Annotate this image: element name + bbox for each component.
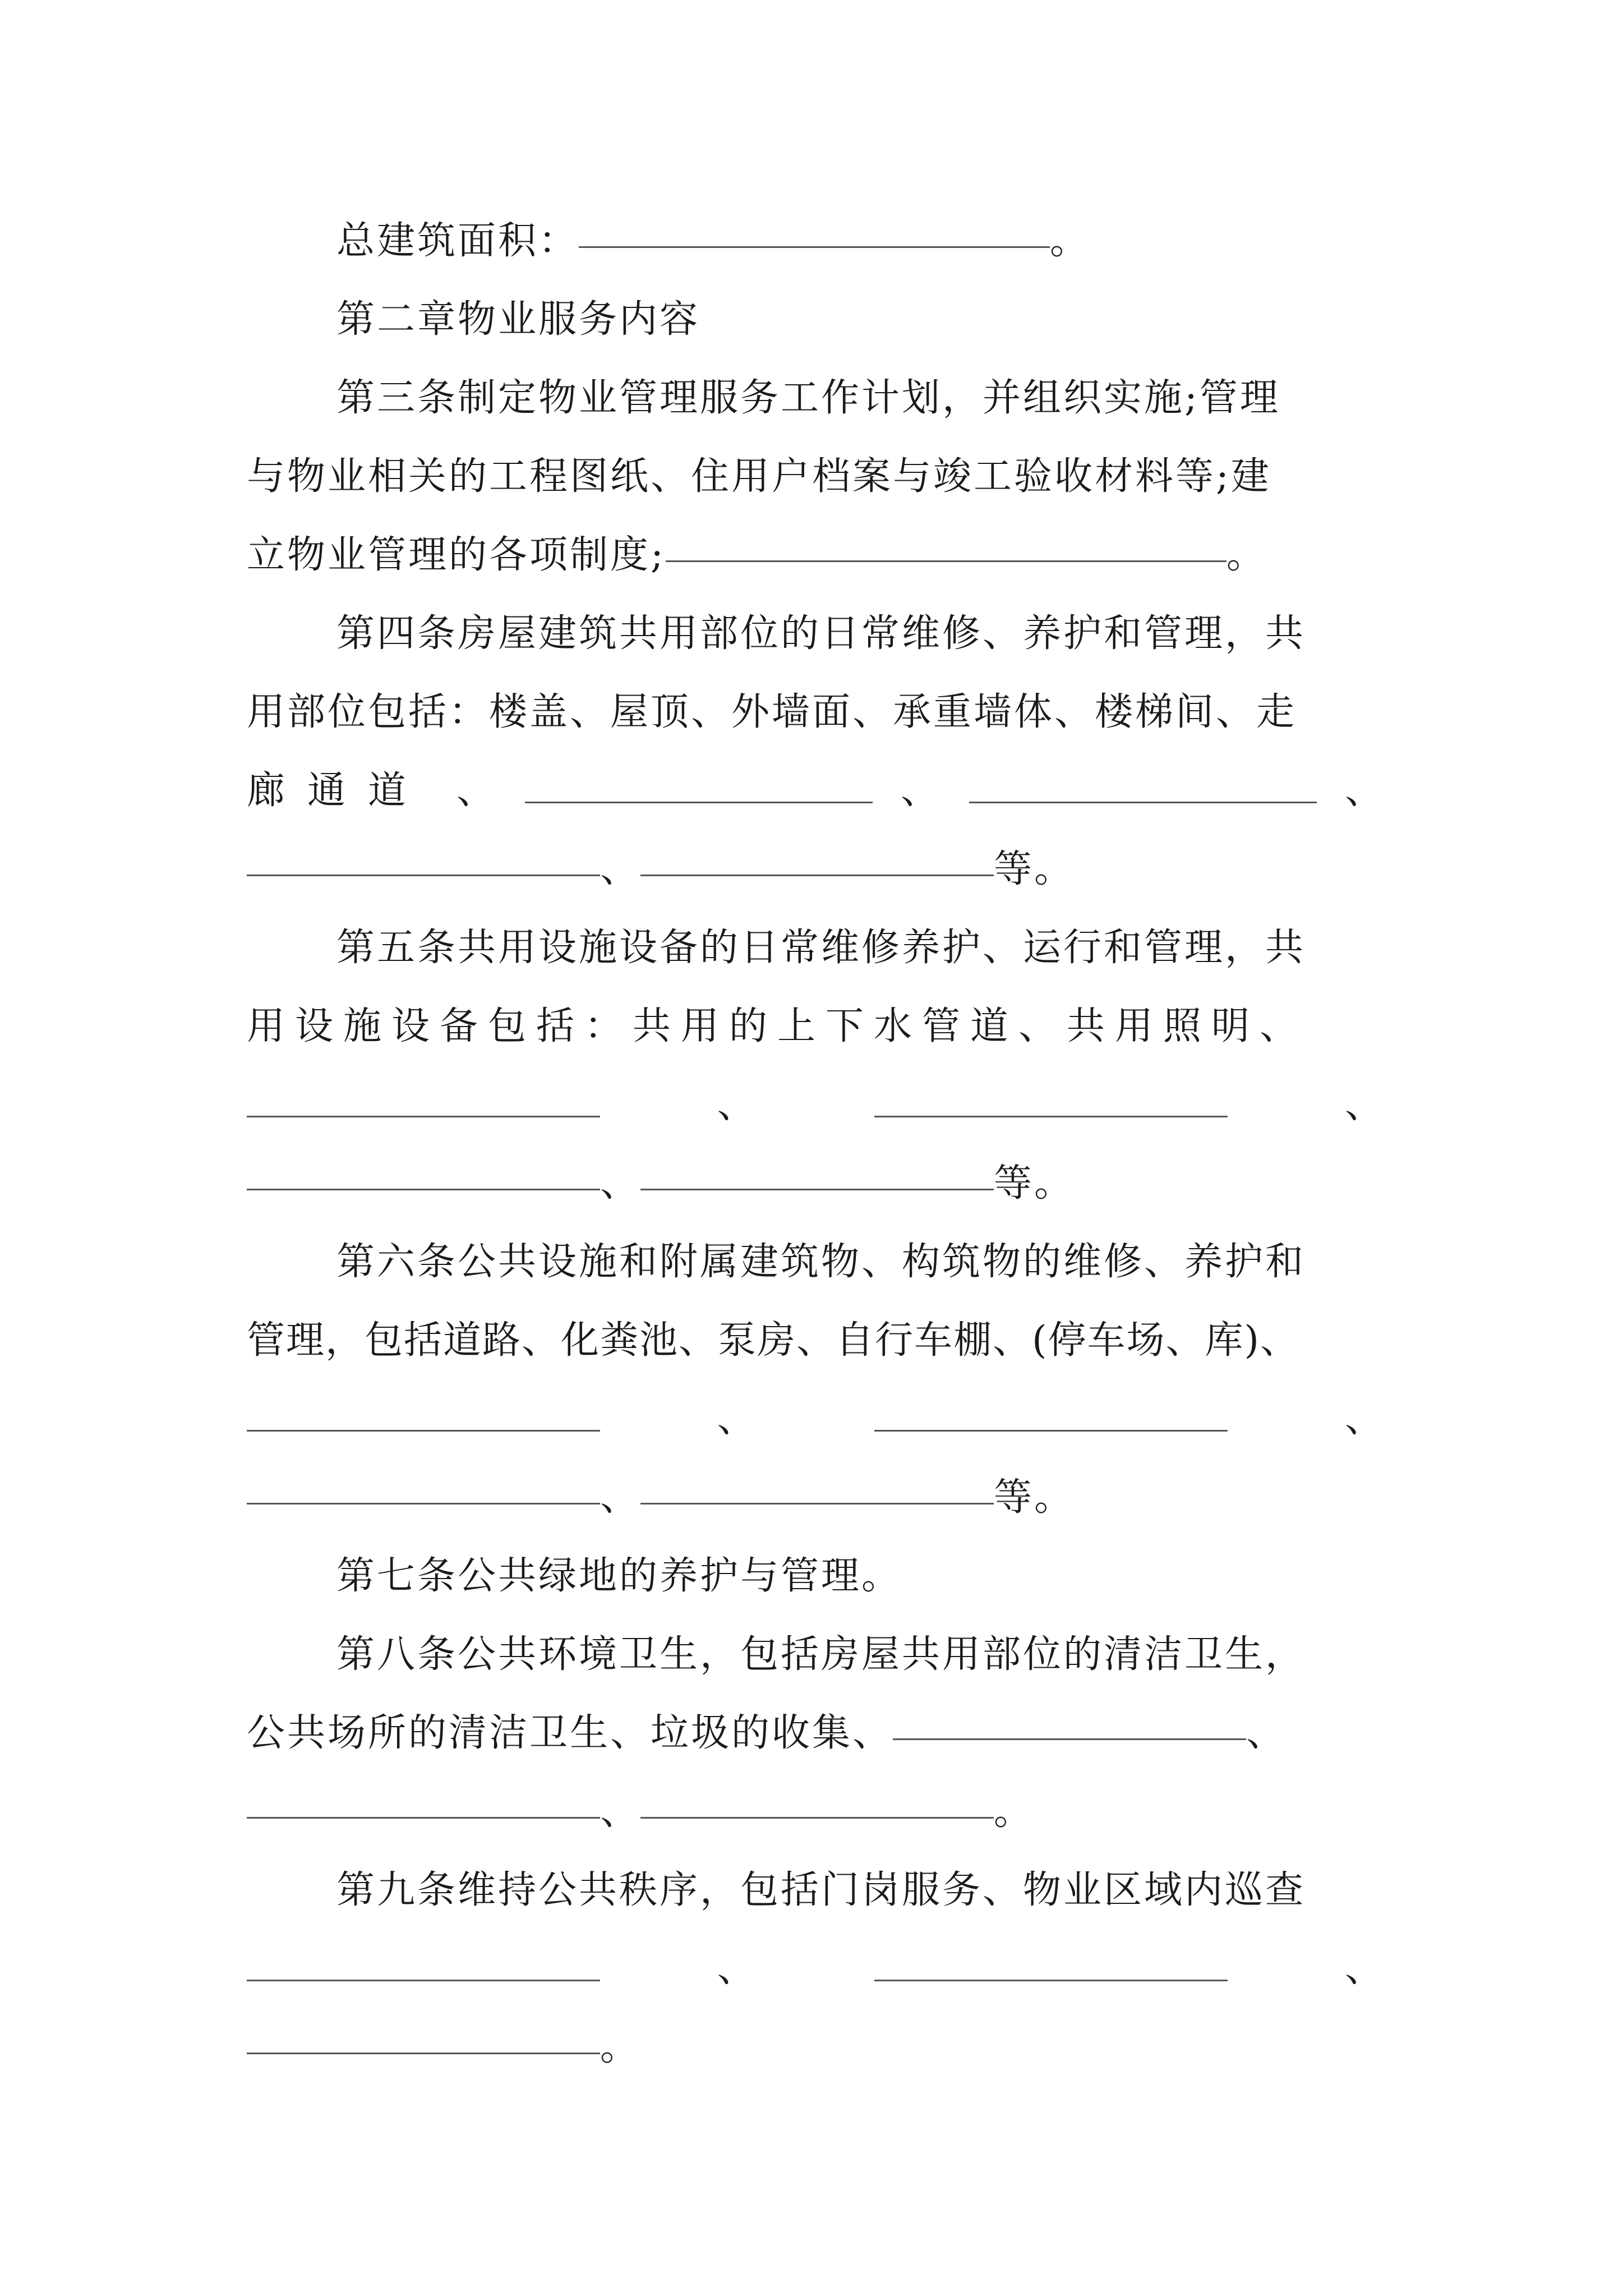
- article-4-end: 等。: [994, 847, 1075, 891]
- article-5-line-1: 第五条共用设施设备的日常维修养护、运行和管理，共: [336, 926, 1306, 970]
- separator: 、: [1344, 1397, 1385, 1441]
- article-5-blank-1: [247, 1082, 600, 1117]
- article-3-end: 。: [1226, 533, 1267, 577]
- separator: 、: [1344, 769, 1385, 813]
- article-8-blank-3: [640, 1783, 994, 1819]
- article-6-blank-3: [247, 1469, 600, 1504]
- article-9-blank-3: [247, 2019, 600, 2054]
- chapter-heading: 第二章物业服务内容: [336, 297, 700, 342]
- article-4-blank-1: [525, 768, 873, 803]
- separator: 、: [600, 1789, 641, 1834]
- article-6-line-1: 第六条公共设施和附属建筑物、构筑物的维修、养护和: [336, 1240, 1306, 1284]
- article-9-line-1: 第九条维持公共秩序，包括门岗服务、物业区域内巡查: [336, 1868, 1306, 1912]
- separator: 、: [1344, 1083, 1385, 1127]
- article-3-blank: [666, 527, 1227, 562]
- article-8-line-1: 第八条公共环境卫生，包括房屋共用部位的清洁卫生，: [336, 1632, 1306, 1677]
- article-8-line-2: [247, 1700, 1385, 1767]
- separator: 、: [600, 1475, 641, 1520]
- article-3-text: 立物业管理的各项制度;: [247, 533, 666, 577]
- separator: 、: [900, 769, 941, 813]
- article-5-line-3: [247, 1071, 1385, 1139]
- article-6-line-4: [247, 1464, 1385, 1531]
- article-8-blank-1: [893, 1705, 1246, 1740]
- article-5-line-4: [247, 1150, 1385, 1217]
- article-6-blank-2: [874, 1396, 1228, 1432]
- article-5-blank-2: [874, 1082, 1228, 1117]
- article-8-blank-2: [247, 1783, 600, 1819]
- article-4-blank-3: [247, 841, 600, 876]
- total-area-label: 总建筑面积：: [336, 219, 579, 263]
- article-4-blank-2: [969, 768, 1317, 803]
- article-4-line-1: 第四条房屋建筑共用部位的日常维修、养护和管理，共: [336, 611, 1306, 656]
- article-4-line-3: [247, 757, 1385, 825]
- article-6-blank-1: [247, 1396, 600, 1432]
- article-8-line-3: [247, 1778, 1385, 1846]
- article-6-end: 等。: [994, 1475, 1075, 1520]
- total-area-end: 。: [1050, 219, 1091, 263]
- separator: 、: [457, 769, 497, 813]
- article-8-end: 。: [994, 1789, 1035, 1834]
- article-9-blank-1: [247, 1946, 600, 1981]
- article-4-line-2: 用部位包括：楼盖、屋顶、外墙面、承重墙体、楼梯间、走: [247, 690, 1297, 734]
- article-5-line-2: 用设施设备包括：共用的上下水管道、共用照明、: [247, 1004, 1308, 1048]
- total-area-line: [336, 208, 1385, 275]
- separator: 、: [600, 847, 641, 891]
- separator: 、: [600, 1161, 641, 1205]
- article-3-line-3: [247, 522, 1385, 589]
- separator: 、: [1246, 1711, 1287, 1755]
- total-area-blank: [579, 213, 1050, 248]
- separator: 、: [717, 1947, 758, 1991]
- article-9-line-3: [247, 2014, 1385, 2081]
- article-7-line-1: 第七条公共绿地的养护与管理。: [336, 1554, 902, 1598]
- article-3-line-1: 第三条制定物业管理服务工作计划，并组织实施;管理: [336, 376, 1280, 420]
- article-9-line-2: [247, 1935, 1385, 2003]
- article-6-line-2: 管理，包括道路、化粪池、泵房、自行车棚、(停车场、库)、: [247, 1318, 1300, 1363]
- article-5-end: 等。: [994, 1161, 1075, 1205]
- article-9-end: 。: [600, 2025, 641, 2069]
- separator: 、: [1344, 1947, 1385, 1991]
- article-5-blank-4: [640, 1155, 994, 1190]
- article-8-text: 公共场所的清洁卫生、垃圾的收集、: [247, 1711, 893, 1755]
- article-3-line-2: 与物业相关的工程图纸、住用户档案与竣工验收材料等;建: [247, 454, 1271, 499]
- article-9-blank-2: [874, 1946, 1228, 1981]
- article-4-line-4: [247, 836, 1385, 903]
- separator: 、: [717, 1397, 758, 1441]
- article-4-corridor: 廊通道: [247, 769, 429, 813]
- article-5-blank-3: [247, 1155, 600, 1190]
- article-6-line-3: [247, 1386, 1385, 1453]
- article-4-blank-4: [640, 841, 994, 876]
- article-6-blank-4: [640, 1469, 994, 1504]
- separator: 、: [717, 1083, 758, 1127]
